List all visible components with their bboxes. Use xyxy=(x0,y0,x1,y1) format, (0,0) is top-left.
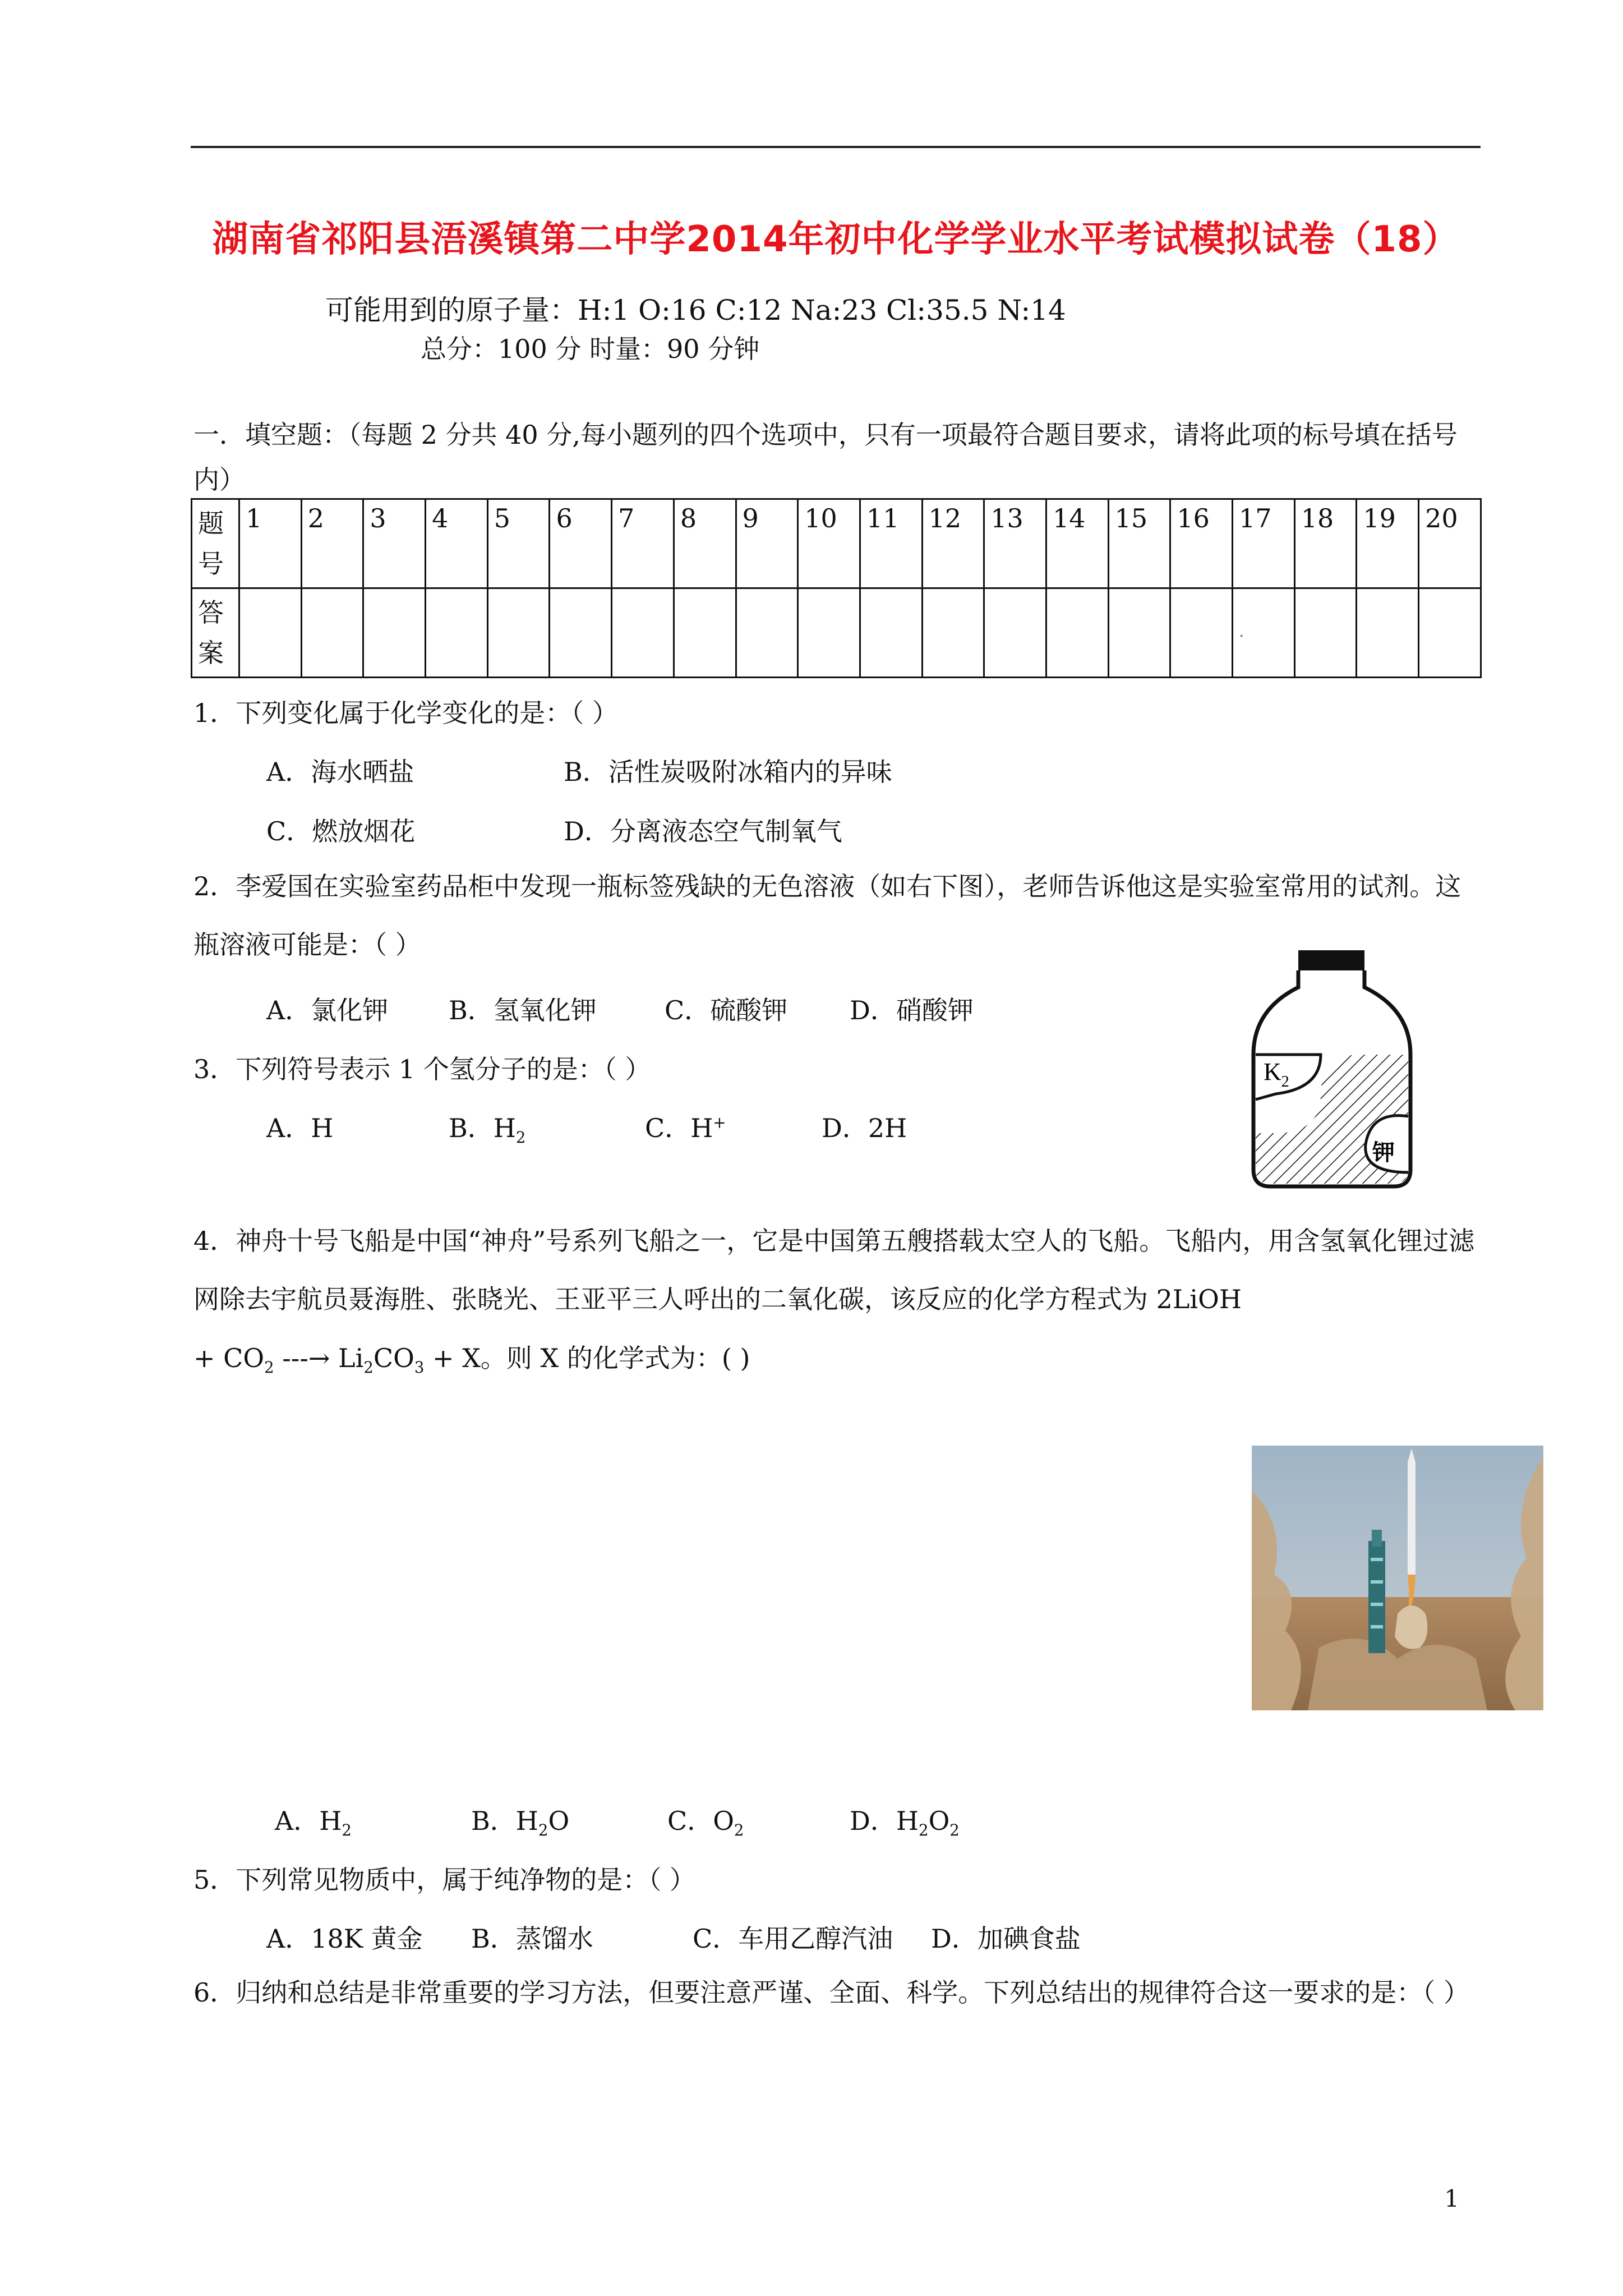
rocket-launch-photo xyxy=(1252,1446,1543,1710)
stray-dot: · xyxy=(1239,627,1244,646)
q1-option-a: A．海水晒盐 xyxy=(266,757,414,787)
q4-option-a: A．$H_2$ xyxy=(275,1806,352,1840)
question-4-stem: 4．神舟十号飞船是中国“神舟”号系列飞船之一，它是中国第五艘搭载太空人的飞船。飞船内，用含氢氧化锂过滤网除去宇航员聂海胜、张晓光、王亚平三人呼出的二氧化碳，该反应的化学方程式为 2LiOH xyxy=(193,1226,1475,1314)
label-jia: 钾 xyxy=(1372,1140,1395,1166)
number-cell: 18 xyxy=(1294,499,1357,588)
answer-cell[interactable] xyxy=(1294,588,1357,678)
reagent-bottle-figure xyxy=(1242,948,1422,1200)
answer-cell[interactable] xyxy=(1419,588,1481,678)
header-cell-answer: 答 案 xyxy=(192,588,239,678)
answer-cell[interactable] xyxy=(860,588,922,678)
score-time: 总分：100 分 时量：90 分钟 xyxy=(421,334,760,364)
number-cell: 2 xyxy=(301,499,363,588)
bottle-cap xyxy=(1298,950,1364,970)
q1-option-d: D．分离液态空气制氧气 xyxy=(564,816,842,846)
question-4-equation: + $CO_2$ ---→ $Li_2CO_3 + X$。则 X 的化学式为：( ) xyxy=(193,1343,750,1377)
number-cell: 20 xyxy=(1419,499,1481,588)
number-cell: 13 xyxy=(984,499,1046,588)
number-cell: 14 xyxy=(1046,499,1108,588)
question-5-stem: 5．下列常见物质中，属于纯净物的是：（ ） xyxy=(193,1865,695,1895)
number-cell: 6 xyxy=(550,499,612,588)
q4-option-c: C．$O_2$ xyxy=(667,1806,744,1840)
answer-cell[interactable] xyxy=(426,588,488,678)
answer-cell[interactable] xyxy=(1046,588,1108,678)
page-number: 1 xyxy=(1444,2185,1459,2212)
number-cell: 4 xyxy=(426,499,488,588)
answer-table-answer-row xyxy=(192,588,1481,678)
q1-option-b: B．活性炭吸附冰箱内的异味 xyxy=(564,757,892,787)
answer-cell[interactable] xyxy=(984,588,1046,678)
number-cell: 11 xyxy=(860,499,922,588)
number-cell: 17 xyxy=(1233,499,1295,588)
q1-option-c: C．燃放烟花 xyxy=(266,816,416,846)
q2-option-a: A．氯化钾 xyxy=(266,995,389,1025)
section-instructions: 一．填空题：（每题 2 分共 40 分,每小题列的四个选项中，只有一项最符合题目要求，请将此项的标号填在括号内） xyxy=(193,420,1458,495)
header-cell-number: 题 号 xyxy=(192,499,239,588)
number-cell: 5 xyxy=(487,499,550,588)
number-cell: 15 xyxy=(1108,499,1170,588)
answer-cell[interactable] xyxy=(674,588,736,678)
q3-option-c: C．H+ xyxy=(645,1113,726,1143)
number-cell: 9 xyxy=(736,499,798,588)
answer-cell[interactable] xyxy=(1233,588,1295,678)
answer-cell[interactable] xyxy=(922,588,984,678)
q3-option-b: B．$H_2$ xyxy=(449,1113,526,1147)
label-k: $K_2$ xyxy=(1264,1058,1289,1091)
q4-option-d: D．$H_2O_2$ xyxy=(850,1806,960,1840)
answer-cell[interactable] xyxy=(550,588,612,678)
top-rule xyxy=(191,146,1481,148)
question-3-stem: 3．下列符号表示 1 个氢分子的是：（ ） xyxy=(193,1054,651,1084)
answer-cell[interactable] xyxy=(363,588,426,678)
answer-table xyxy=(191,498,1482,678)
answer-cell[interactable] xyxy=(1108,588,1170,678)
q5-option-d: D．加碘食盐 xyxy=(931,1924,1081,1954)
answer-cell[interactable] xyxy=(798,588,860,678)
q2-option-b: B．氢氧化钾 xyxy=(449,995,597,1025)
q3-option-d: D．2H xyxy=(822,1113,907,1143)
number-cell: 3 xyxy=(363,499,426,588)
number-cell: 1 xyxy=(239,499,302,588)
q2-option-c: C．硫酸钾 xyxy=(665,995,788,1025)
question-6-stem: 6．归纳和总结是非常重要的学习方法，但要注意严谨、全面、科学。下列总结出的规律符合这一要求的是：（ ） xyxy=(193,1977,1469,2008)
answer-cell[interactable] xyxy=(301,588,363,678)
answer-cell[interactable] xyxy=(736,588,798,678)
q5-option-c: C．车用乙醇汽油 xyxy=(693,1924,893,1954)
number-cell: 7 xyxy=(612,499,674,588)
number-cell: 12 xyxy=(922,499,984,588)
page-title: 湖南省祁阳县浯溪镇第二中学2014年初中化学学业水平考试模拟试卷（18） xyxy=(212,219,1459,260)
number-cell: 19 xyxy=(1357,499,1419,588)
question-2-stem: 2．李爱国在实验室药品柜中发现一瓶标签残缺的无色溶液（如右下图），老师告诉他这是实验室常用的试剂。这瓶溶液可能是：（ ） xyxy=(193,871,1461,960)
q3-option-a: A．H xyxy=(266,1113,334,1143)
number-cell: 10 xyxy=(798,499,860,588)
q4-option-b: B．$H_2O$ xyxy=(471,1806,570,1840)
answer-cell[interactable] xyxy=(239,588,302,678)
question-1-stem: 1．下列变化属于化学变化的是：（ ） xyxy=(193,698,618,728)
answer-table-number-row xyxy=(192,499,1481,588)
number-cell: 16 xyxy=(1170,499,1233,588)
atomic-masses: 可能用到的原子量：H:1 O:16 C:12 Na:23 Cl:35.5 N:14 xyxy=(325,294,1066,326)
q5-option-a: A．18K 黄金 xyxy=(266,1924,423,1954)
number-cell: 8 xyxy=(674,499,736,588)
answer-cell[interactable] xyxy=(1357,588,1419,678)
q5-option-b: B．蒸馏水 xyxy=(471,1924,593,1954)
answer-cell[interactable] xyxy=(1170,588,1233,678)
answer-cell[interactable] xyxy=(487,588,550,678)
answer-cell[interactable] xyxy=(612,588,674,678)
q2-option-d: D．硝酸钾 xyxy=(850,995,974,1025)
